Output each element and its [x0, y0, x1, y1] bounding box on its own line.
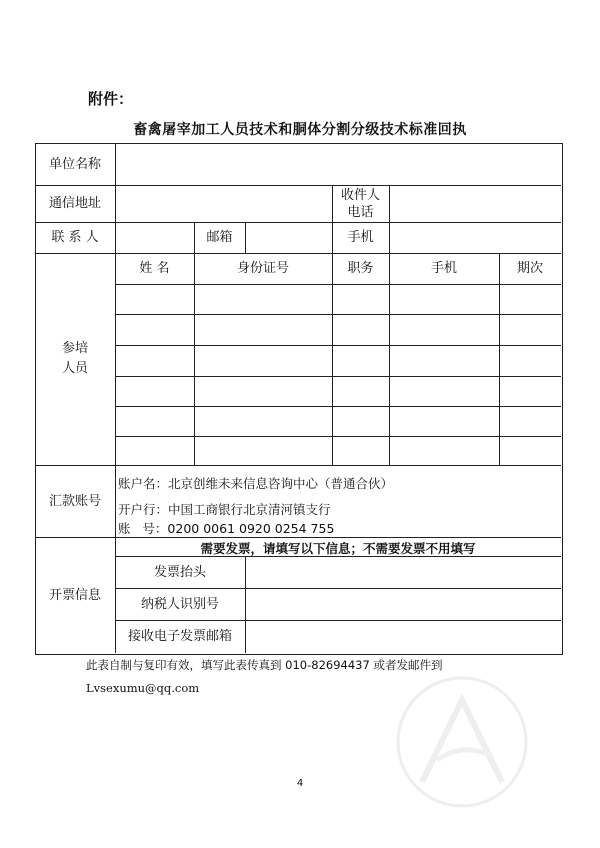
- invoice-title-label: 发票抬头: [153, 564, 206, 580]
- address-label: 通信地址: [48, 196, 101, 211]
- contact-field[interactable]: [116, 223, 194, 253]
- invoice-label: 开票信息: [48, 587, 101, 603]
- attachment-label: 附件：: [88, 90, 134, 108]
- taxpayer-id-label: 纳税人识别号: [140, 596, 219, 612]
- trainee-row[interactable]: [116, 315, 560, 345]
- col-header-id-number: 身份证号: [236, 261, 289, 276]
- page-number: 4: [296, 778, 304, 789]
- trainee-row[interactable]: [116, 346, 560, 376]
- account-number: 账 号：0200 0061 0920 0254 755: [118, 521, 335, 536]
- invoice-email-label: 接收电子发票邮箱: [127, 629, 232, 644]
- email-label: 邮箱: [206, 230, 233, 245]
- trainee-row[interactable]: [116, 407, 560, 436]
- col-header-name: 姓 名: [139, 261, 170, 276]
- col-header-mobile: 手机: [430, 261, 457, 276]
- unit-name-field[interactable]: [116, 144, 560, 185]
- form-title: 畜禽屠宰加工人员技术和胴体分割分级技术标准回执: [133, 122, 467, 138]
- bank-name: 开户行：中国工商银行北京清河镇支行: [118, 502, 331, 517]
- trainees-label: 参培 人员: [61, 341, 88, 376]
- invoice-title-field[interactable]: [246, 557, 560, 588]
- watermark-logo-icon: [392, 672, 532, 812]
- account-name: 账户名：北京创维未来信息咨询中心（普通合伙）: [118, 476, 394, 491]
- trainee-row[interactable]: [116, 437, 560, 465]
- address-field[interactable]: [116, 186, 332, 222]
- unit-name-label: 单位名称: [48, 156, 101, 172]
- trainee-row[interactable]: [116, 285, 560, 314]
- invoice-email-field[interactable]: [246, 621, 560, 653]
- col-header-session: 期次: [516, 261, 543, 276]
- trainee-row[interactable]: [116, 377, 560, 406]
- contact-email: Lvsexumu@qq.com: [86, 681, 200, 695]
- invoice-banner: 需要发票，请填写以下信息；不需要发票不用填写: [200, 541, 476, 556]
- recipient-phone-label: 收件人 电话: [340, 187, 380, 220]
- contact-label: 联 系 人: [51, 230, 99, 245]
- col-header-position: 职务: [347, 261, 374, 276]
- recipient-phone-field[interactable]: [390, 186, 560, 222]
- mobile-label: 手机: [347, 230, 374, 245]
- email-field[interactable]: [246, 223, 332, 253]
- mobile-field[interactable]: [390, 223, 560, 253]
- taxpayer-id-field[interactable]: [246, 589, 560, 620]
- fax-note: 此表自制与复印有效，填写此表传真到 010-82694437 或者发邮件到: [86, 658, 443, 672]
- remittance-label: 汇款账号: [48, 493, 101, 509]
